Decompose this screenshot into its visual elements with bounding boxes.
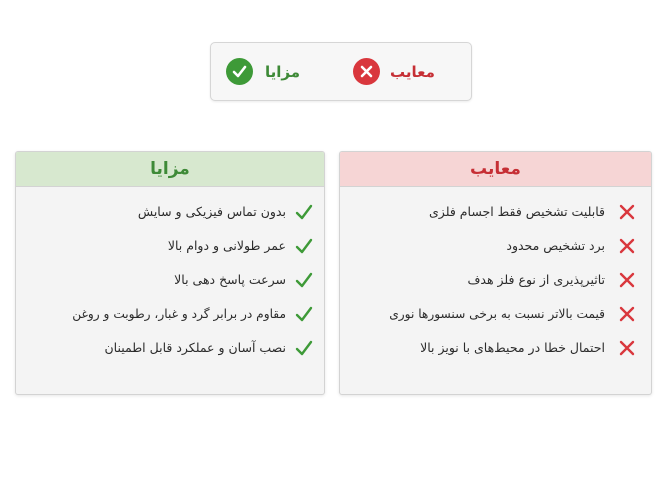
list-item — [340, 200, 652, 224]
check-icon — [294, 270, 314, 290]
legend-pros-label: مزایا — [265, 62, 301, 81]
legend-pros — [226, 43, 300, 100]
list-item — [340, 302, 652, 326]
pros-item-text: مقاوم در برابر گرد و غبار، رطوبت و روغن — [72, 307, 286, 321]
list-item — [16, 302, 325, 326]
pros-item-text: نصب آسان و عملکرد قابل اطمینان — [104, 340, 286, 355]
check-icon — [294, 338, 314, 358]
check-icon — [294, 304, 314, 324]
legend-box — [210, 42, 472, 101]
list-item — [340, 268, 652, 292]
list-item — [16, 268, 325, 292]
pros-item-text: عمر طولانی و دوام بالا — [167, 238, 286, 253]
cons-item-text: برد تشخیص محدود — [506, 238, 605, 253]
pros-item-text: بدون تماس فیزیکی و سایش — [137, 204, 286, 219]
cons-item-text: احتمال خطا در محیط‌های با نویز بالا — [420, 340, 605, 355]
cons-item-text: قیمت بالاتر نسبت به برخی سنسورها نوری — [389, 307, 605, 321]
legend-cons-label: معایب — [390, 62, 435, 81]
check-circle-icon — [226, 58, 253, 85]
legend-cons — [353, 43, 435, 100]
pros-item-text: سرعت پاسخ دهی بالا — [174, 272, 286, 287]
list-item — [16, 200, 325, 224]
x-icon — [617, 338, 637, 358]
list-item — [340, 336, 652, 360]
check-icon — [294, 202, 314, 222]
x-icon — [617, 202, 637, 222]
x-circle-icon — [353, 58, 380, 85]
cons-panel — [339, 151, 652, 395]
pros-panel — [15, 151, 325, 395]
check-icon — [294, 236, 314, 256]
x-icon — [617, 236, 637, 256]
cons-item-text: قابلیت تشخیص فقط اجسام فلزی — [429, 204, 605, 219]
x-icon — [617, 304, 637, 324]
pros-title: مزایا — [16, 152, 324, 187]
x-icon — [617, 270, 637, 290]
list-item — [16, 234, 325, 258]
list-item — [340, 234, 652, 258]
cons-item-text: تاثیرپذیری از نوع فلز هدف — [467, 272, 605, 287]
list-item — [16, 336, 325, 360]
cons-title: معایب — [340, 152, 651, 187]
